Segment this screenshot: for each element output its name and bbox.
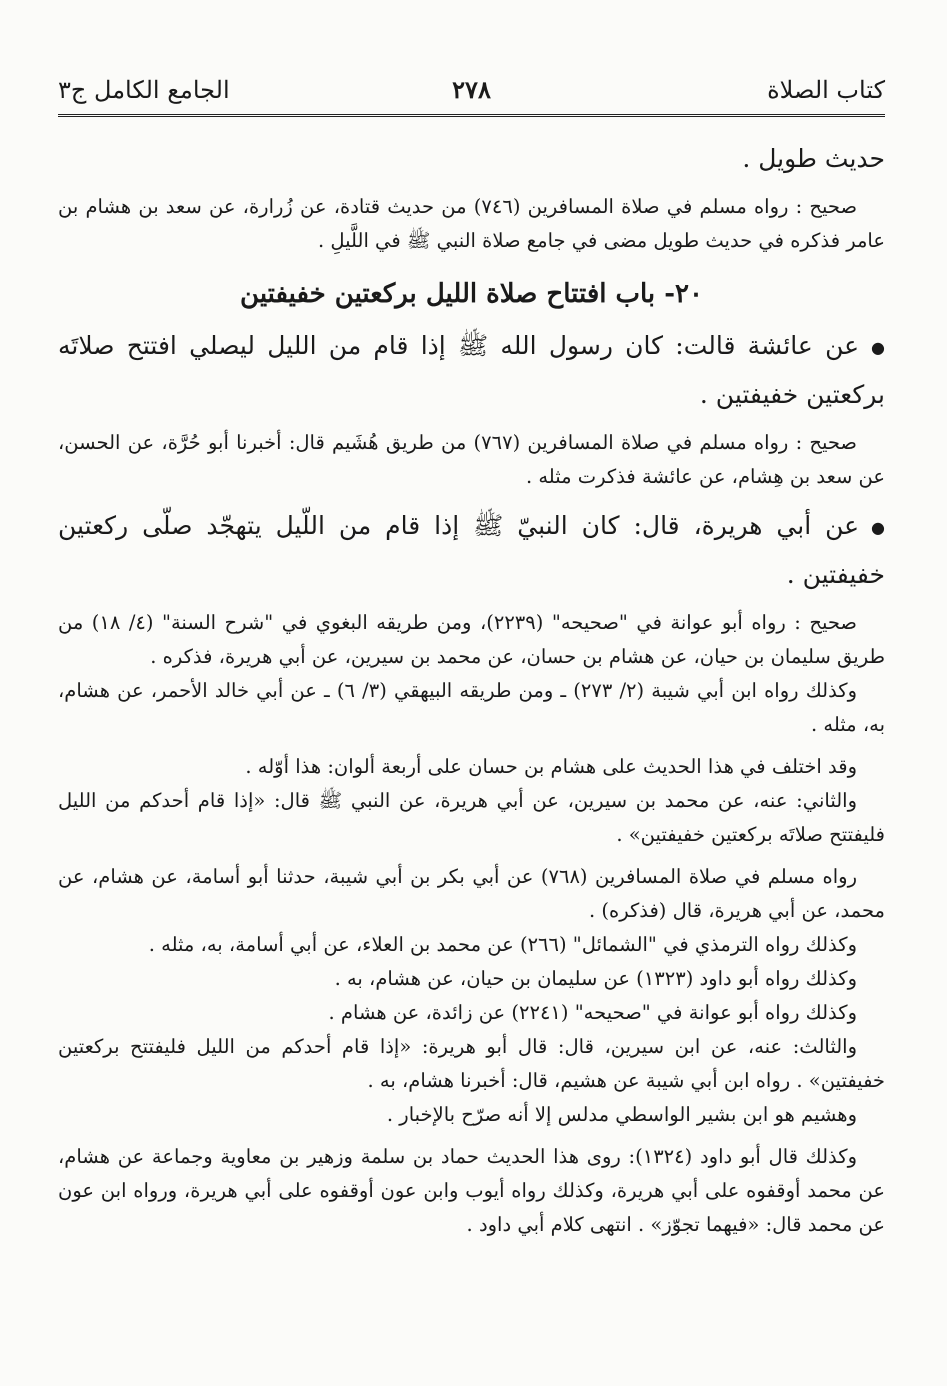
running-header	[58, 62, 885, 117]
page	[58, 62, 885, 1366]
page-number: ٢٧٨	[452, 75, 491, 104]
takhrij-paragraph: وكذلك قال أبو داود (١٣٢٤): روى هذا الحديث حماد بن سلمة وزهير بن معاوية وجماعة عن هشام، عن محمد أوقفوه على أبي هريرة، وكذلك رواه أيوب وابن عون أوقفوه على أبي هريرة، ورواه ابن عون عن محمد قال: «فيهما تجوّز» . انتهى كلام أبي داود .	[58, 1145, 885, 1236]
takhrij-paragraph: صحيح : رواه مسلم في صلاة المسافرين (٧٦٧) من طريق هُشَيم قال: أخبرنا أبو حُرَّة، عن الحسن، عن سعد بن هِشام، عن عائشة فذكرت مثله .	[58, 431, 885, 488]
takhrij-paragraph: والثاني: عنه، عن محمد بن سيرين، عن أبي هريرة، عن النبي ﷺ قال: «إذا قام أحدكم من الليل فليفتتح صلاتَه بركعتين خفيفتين» .	[58, 789, 885, 846]
hadith-abu-hurayra	[58, 502, 885, 598]
book-title: كتاب الصلاة	[767, 76, 885, 104]
takhrij-paragraph: صحيح : رواه مسلم في صلاة المسافرين (٧٤٦) من حديث قتادة، عن زُرارة، عن سعد بن هشام بن عامر فذكره في حديث طويل مضى في جامع صلاة النبي ﷺ في اللَّيلِ .	[58, 195, 885, 252]
hadith-abu-hurayra-text: عن أبي هريرة، قال: كان النبيّ ﷺ إذا قام من اللّيل يتهجّد صلّى ركعتين خفيفتين .	[58, 511, 885, 589]
takhrij-paragraph: رواه مسلم في صلاة المسافرين (٧٦٨) عن أبي بكر بن أبي شيبة، حدثنا أبو أسامة، عن هشام، عن محمد، عن أبي هريرة، قال (فذكره) .	[58, 865, 885, 922]
chapter-title: ٢٠- باب افتتاح صلاة الليل بركعتين خفيفتين	[240, 279, 703, 309]
takhrij-paragraph: وكذلك رواه أبو عوانة في "صحيحه" (٢٢٤١) عن زائدة، عن هشام .	[328, 1001, 857, 1024]
takhrij-paragraph: والثالث: عنه، عن ابن سيرين، قال: قال أبو هريرة: «إذا قام أحدكم من الليل فليفتتح بركعتين خفيفتين» . رواه ابن أبي شيبة عن هشيم، قال: أخبرنا هشام، به .	[58, 1035, 885, 1092]
takhrij-paragraph: صحيح : رواه أبو عوانة في "صحيحه" (٢٢٣٩)، ومن طريقه البغوي في "شرح السنة" (٤/ ١٨) من طريق سليمان بن حيان، عن هشام بن حسان، عن محمد بن سيرين، عن أبي هريرة، فذكره .	[58, 611, 885, 668]
takhrij-paragraph: وكذلك رواه أبو داود (١٣٢٣) عن سليمان بن حيان، عن هشام، به .	[334, 967, 857, 990]
takhrij-paragraph: وكذلك رواه ابن أبي شيبة (٢/ ٢٧٣) ـ ومن طريقه البيهقي (٣/ ٦) ـ عن أبي خالد الأحمر، عن هشام، به، مثله .	[58, 679, 885, 736]
paragraph-continuation: حديث طويل .	[742, 144, 885, 173]
bullet-icon: ●	[871, 338, 885, 357]
bullet-icon: ●	[871, 518, 885, 537]
takhrij-paragraph: وهشيم هو ابن بشير الواسطي مدلس إلا أنه صرّح بالإخبار .	[386, 1103, 857, 1126]
takhrij-paragraph: وكذلك رواه الترمذي في "الشمائل" (٢٦٦) عن محمد بن العلاء، عن أبي أسامة، به، مثله .	[148, 933, 857, 956]
hadith-aisha	[58, 322, 885, 418]
takhrij-paragraph: وقد اختلف في هذا الحديث على هشام بن حسان على أربعة ألوان: هذا أوّله .	[245, 755, 857, 778]
page-content	[58, 117, 885, 1242]
volume-title: الجامع الكامل ج٣	[58, 76, 230, 104]
hadith-aisha-text: عن عائشة قالت: كان رسول الله ﷺ إذا قام من الليل ليصلي افتتح صلاتَه بركعتين خفيفتين .	[58, 331, 885, 409]
